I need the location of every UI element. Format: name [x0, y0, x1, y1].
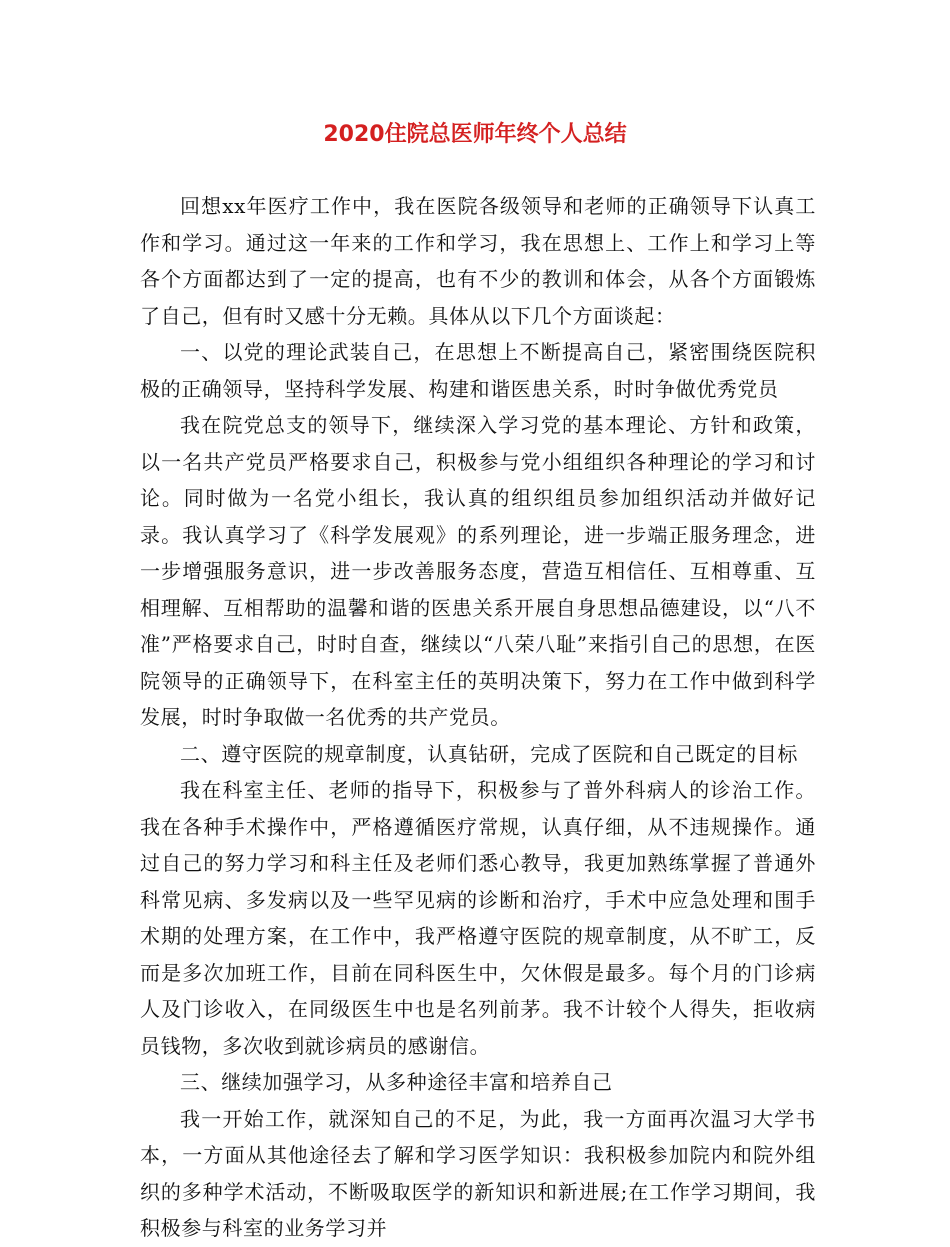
- paragraph-section-3: 我一开始工作，就深知自己的不足，为此，我一方面再次温习大学书本，一方面从其他途径去了解和学习医学知识：我积极参加院内和院外组织的多种学术活动，不断吸取医学的新知识和新进展;在工作学习期间，我积极参与科室的业务学习并: [140, 1106, 816, 1240]
- section-heading-1: 一、以党的理论武装自己，在思想上不断提高自己，紧密围绕医院积极的正确领导，坚持科学发展、构建和谐医患关系，时时争做优秀党员: [140, 340, 816, 401]
- section-heading-2: 二、遵守医院的规章制度，认真钻研，完成了医院和自己既定的目标: [180, 741, 798, 766]
- section-heading-3: 三、继续加强学习，从多种途径丰富和培养自己: [180, 1070, 613, 1094]
- paragraph-intro: 回想xx年医疗工作中，我在医院各级领导和老师的正确领导下认真工作和学习。通过这一年来的工作和学习，我在思想上、工作上和学习上等各个方面都达到了一定的提高，也有不少的教训和体会，从各个方面锻炼了自己，但有时又感十分无赖。具体从以下几个方面谈起：: [140, 194, 816, 328]
- paragraph-section-1: 我在院党总支的领导下，继续深入学习党的基本理论、方针和政策，以一名共产党员严格要求自己，积极参与党小组组织各种理论的学习和讨论。同时做为一名党小组长，我认真的组织组员参加组织活动并做好记录。我认真学习了《科学发展观》的系列理论，进一步端正服务理念，进一步增强服务意识，进一步改善服务态度，营造互相信任、互相尊重、互相理解、互相帮助的温馨和谐的医患关系开展自身思想品德建设，以“八不准”严格要求自己，时时自查，继续以“八荣八耻”来指引自己的思想，在医院领导的正确领导下，在科室主任的英明决策下，努力在工作中做到科学发展，时时争取做一名优秀的共产党员。: [140, 413, 816, 729]
- document-title: 2020住院总医师年终个人总结: [323, 122, 627, 147]
- paragraph-section-2: 我在科室主任、老师的指导下，积极参与了普外科病人的诊治工作。我在各种手术操作中，严格遵循医疗常规，认真仔细，从不违规操作。通过自己的努力学习和科主任及老师们悉心教导，我更加熟练掌握了普通外科常见病、多发病以及一些罕见病的诊断和治疗，手术中应急处理和围手术期的处理方案，在工作中，我严格遵守医院的规章制度，从不旷工，反而是多次加班工作，目前在同科医生中，欠休假是最多。每个月的门诊病人及门诊收入，在同级医生中也是名列前茅。我不计较个人得失，拒收病员钱物，多次收到就诊病员的感谢信。: [140, 778, 816, 1058]
- document-body: [140, 188, 816, 1247]
